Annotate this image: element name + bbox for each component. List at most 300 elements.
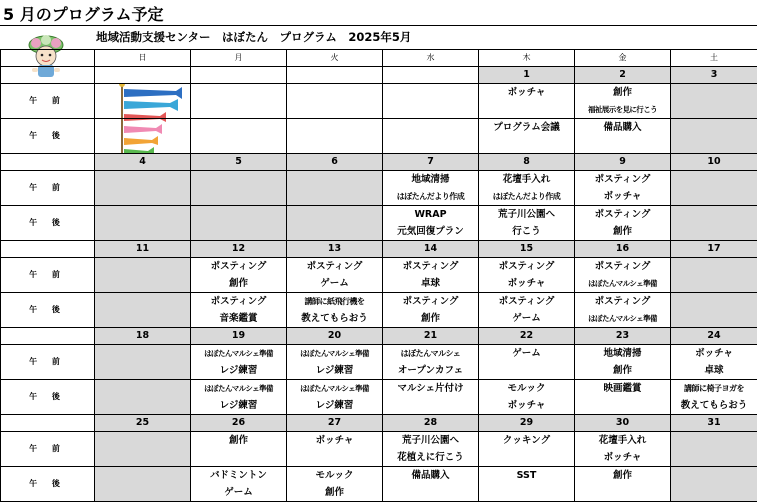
date-row <box>1 415 757 432</box>
program-entry <box>671 293 757 310</box>
program-cell <box>575 345 671 380</box>
date-number: 11 <box>136 243 149 254</box>
am-label: 午 前 <box>29 96 66 105</box>
date-number: 31 <box>707 417 720 428</box>
date-number: 5 <box>235 156 242 167</box>
program-cell <box>95 345 191 380</box>
program-cell <box>287 432 383 467</box>
program-entry <box>671 171 757 188</box>
program-entry: ポスティング <box>575 171 670 188</box>
program-entry: ポスティング <box>575 258 670 275</box>
weekday-header-cell: 月 <box>191 50 287 67</box>
program-cell <box>671 432 757 467</box>
program-cell <box>479 171 575 206</box>
date-cell <box>287 241 383 258</box>
program-entry <box>287 223 382 240</box>
program-entry <box>383 484 478 501</box>
program-entry: 花壇手入れ <box>575 432 670 449</box>
program-cell <box>191 206 287 241</box>
program-entry <box>287 101 382 118</box>
program-entry <box>671 310 757 327</box>
program-entry <box>479 449 574 466</box>
program-entry <box>95 223 190 240</box>
program-entry <box>383 136 478 153</box>
date-cell <box>287 154 383 171</box>
date-number: 2 <box>619 69 626 80</box>
pm-label: 午 後 <box>29 392 66 401</box>
program-entry: ボッチャ <box>575 449 670 466</box>
program-entry <box>671 275 757 292</box>
program-cell <box>383 432 479 467</box>
program-entry: モルック <box>479 380 574 397</box>
program-entry: 創作 <box>575 84 670 101</box>
program-cell <box>287 258 383 293</box>
date-number: 21 <box>424 330 437 341</box>
program-entry <box>575 136 670 153</box>
program-cell <box>575 171 671 206</box>
program-entry: ポスティング <box>191 258 286 275</box>
am-label-cell <box>1 84 95 119</box>
program-entry: 行こう <box>479 223 574 240</box>
program-entry: レジ練習 <box>287 397 382 414</box>
program-entry: WRAP <box>383 206 478 223</box>
date-number: 26 <box>232 417 245 428</box>
program-cell <box>191 345 287 380</box>
program-entry: はぼたんマルシェ準備 <box>575 275 670 292</box>
date-cell <box>95 67 191 84</box>
pm-label: 午 後 <box>29 218 66 227</box>
program-entry: はぼたんマルシェ準備 <box>191 345 286 362</box>
program-entry <box>383 397 478 414</box>
date-cell <box>575 328 671 345</box>
date-cell <box>479 415 575 432</box>
schedule-sheet <box>0 25 757 497</box>
program-entry <box>671 223 757 240</box>
date-cell <box>479 328 575 345</box>
program-entry: ポスティング <box>191 293 286 310</box>
am-label: 午 前 <box>29 357 66 366</box>
program-entry <box>95 345 190 362</box>
program-cell <box>479 293 575 328</box>
program-entry <box>287 188 382 205</box>
program-entry: 花植えに行こう <box>383 449 478 466</box>
date-number: 8 <box>523 156 530 167</box>
program-entry <box>671 449 757 466</box>
date-cell <box>383 415 479 432</box>
date-cell <box>575 241 671 258</box>
date-cell <box>383 154 479 171</box>
date-cell <box>671 67 757 84</box>
program-cell <box>671 171 757 206</box>
program-entry <box>191 223 286 240</box>
date-cell <box>671 241 757 258</box>
program-entry <box>95 467 190 484</box>
date-number: 4 <box>139 156 146 167</box>
program-entry: 創作 <box>575 467 670 484</box>
program-cell <box>95 432 191 467</box>
date-number: 9 <box>619 156 626 167</box>
program-entry: ボッチャ <box>479 275 574 292</box>
date-cell <box>383 241 479 258</box>
date-number: 29 <box>520 417 533 428</box>
program-cell <box>479 380 575 415</box>
program-entry <box>671 188 757 205</box>
program-entry <box>479 101 574 118</box>
program-entry: ボッチャ <box>575 188 670 205</box>
pm-label-cell <box>1 206 95 241</box>
program-entry <box>479 362 574 379</box>
date-row <box>1 67 757 84</box>
date-cell <box>95 241 191 258</box>
date-number: 28 <box>424 417 437 428</box>
date-row <box>1 241 757 258</box>
weekday-header-cell: 金 <box>575 50 671 67</box>
program-entry <box>479 484 574 501</box>
program-entry: ポスティング <box>287 258 382 275</box>
calendar-table <box>0 49 757 502</box>
date-cell <box>287 328 383 345</box>
program-entry: SST <box>479 467 574 484</box>
am-label-cell <box>1 171 95 206</box>
program-entry: 元気回復プラン <box>383 223 478 240</box>
program-cell <box>575 380 671 415</box>
program-entry <box>95 310 190 327</box>
program-cell <box>383 84 479 119</box>
pm-label: 午 後 <box>29 131 66 140</box>
program-cell <box>479 206 575 241</box>
program-entry: ポスティング <box>575 206 670 223</box>
program-entry <box>95 449 190 466</box>
program-entry <box>383 119 478 136</box>
program-entry: はぼたんマルシェ準備 <box>287 345 382 362</box>
program-entry <box>95 119 190 136</box>
program-entry: 福祉展示を見に行こう <box>575 101 670 118</box>
date-row <box>1 328 757 345</box>
program-cell <box>671 206 757 241</box>
date-number: 25 <box>136 417 149 428</box>
program-entry <box>95 293 190 310</box>
program-entry: 創作 <box>575 223 670 240</box>
date-row-label-cell <box>1 154 95 171</box>
pm-label-cell <box>1 293 95 328</box>
program-entry: はぼたんだより作成 <box>479 188 574 205</box>
program-cell <box>479 258 575 293</box>
program-entry: 創作 <box>287 484 382 501</box>
program-entry: 映画鑑賞 <box>575 380 670 397</box>
program-cell <box>95 119 191 154</box>
program-entry: 卓球 <box>383 275 478 292</box>
date-row-label-cell <box>1 328 95 345</box>
program-entry: ゲーム <box>479 345 574 362</box>
program-entry: 教えてもらおう <box>287 310 382 327</box>
program-entry <box>191 101 286 118</box>
date-row-label-cell <box>1 67 95 84</box>
date-number: 3 <box>711 69 718 80</box>
program-cell <box>671 119 757 154</box>
program-entry: 地域清掃 <box>575 345 670 362</box>
program-cell <box>287 119 383 154</box>
program-cell <box>95 171 191 206</box>
date-cell <box>479 154 575 171</box>
program-entry <box>95 362 190 379</box>
program-cell <box>191 258 287 293</box>
date-number: 30 <box>616 417 629 428</box>
program-entry <box>671 484 757 501</box>
program-cell <box>191 432 287 467</box>
program-cell <box>95 206 191 241</box>
am-label-cell <box>1 345 95 380</box>
program-entry: ゲーム <box>287 275 382 292</box>
am-label-cell <box>1 432 95 467</box>
program-cell <box>479 119 575 154</box>
program-entry: マルシェ片付け <box>383 380 478 397</box>
program-entry <box>383 101 478 118</box>
date-cell <box>191 328 287 345</box>
program-cell <box>575 293 671 328</box>
date-cell <box>95 328 191 345</box>
program-entry: ポスティング <box>479 293 574 310</box>
program-cell <box>671 293 757 328</box>
date-number: 22 <box>520 330 533 341</box>
date-cell <box>479 241 575 258</box>
pm-label: 午 後 <box>29 479 66 488</box>
program-cell <box>95 84 191 119</box>
program-cell <box>191 293 287 328</box>
program-entry: 講師に椅子ヨガを <box>671 380 757 397</box>
program-entry <box>95 258 190 275</box>
program-entry <box>287 449 382 466</box>
program-entry <box>671 136 757 153</box>
program-cell <box>383 119 479 154</box>
program-cell <box>671 380 757 415</box>
program-entry: はぼたんだより作成 <box>383 188 478 205</box>
program-entry: はぼたんマルシェ準備 <box>191 380 286 397</box>
program-entry <box>95 275 190 292</box>
date-row-label-cell <box>1 241 95 258</box>
date-cell <box>95 415 191 432</box>
program-cell <box>191 171 287 206</box>
program-entry: ポスティング <box>383 293 478 310</box>
date-number: 20 <box>328 330 341 341</box>
program-entry <box>191 449 286 466</box>
program-entry <box>479 136 574 153</box>
date-number: 18 <box>136 330 149 341</box>
date-number: 14 <box>424 243 437 254</box>
program-entry: 花壇手入れ <box>479 171 574 188</box>
corner-cell <box>1 50 95 67</box>
program-entry: ボッチャ <box>671 345 757 362</box>
date-cell <box>191 67 287 84</box>
program-entry <box>383 84 478 101</box>
program-entry: ゲーム <box>191 484 286 501</box>
program-entry: プログラム会議 <box>479 119 574 136</box>
date-row <box>1 154 757 171</box>
date-cell <box>95 154 191 171</box>
program-cell <box>191 84 287 119</box>
program-cell <box>287 345 383 380</box>
program-entry: ボッチャ <box>479 84 574 101</box>
program-entry <box>575 397 670 414</box>
program-cell <box>191 467 287 502</box>
am-label: 午 前 <box>29 270 66 279</box>
date-cell <box>479 67 575 84</box>
weekday-header-cell: 土 <box>671 50 757 67</box>
program-entry <box>95 171 190 188</box>
program-entry: ポスティング <box>383 258 478 275</box>
date-number: 10 <box>707 156 720 167</box>
date-number: 6 <box>331 156 338 167</box>
date-cell <box>671 328 757 345</box>
program-entry <box>95 206 190 223</box>
program-cell <box>95 467 191 502</box>
program-cell <box>479 345 575 380</box>
date-cell <box>383 328 479 345</box>
program-cell <box>671 84 757 119</box>
date-number: 13 <box>328 243 341 254</box>
program-cell <box>383 293 479 328</box>
date-cell <box>287 415 383 432</box>
date-number: 27 <box>328 417 341 428</box>
program-entry: 備品購入 <box>575 119 670 136</box>
program-entry: バドミントン <box>191 467 286 484</box>
date-number: 7 <box>427 156 434 167</box>
program-entry: 荒子川公園へ <box>383 432 478 449</box>
date-cell <box>575 67 671 84</box>
am-label: 午 前 <box>29 183 66 192</box>
program-cell <box>287 206 383 241</box>
date-number: 12 <box>232 243 245 254</box>
program-entry: はぼたんマルシェ準備 <box>287 380 382 397</box>
program-entry: 講師に紙飛行機を <box>287 293 382 310</box>
program-cell <box>95 258 191 293</box>
program-entry <box>287 136 382 153</box>
program-entry <box>95 84 190 101</box>
program-cell <box>575 258 671 293</box>
program-entry: レジ練習 <box>191 362 286 379</box>
program-cell <box>191 380 287 415</box>
date-number: 16 <box>616 243 629 254</box>
program-entry <box>287 171 382 188</box>
program-entry: はぼたんマルシェ <box>383 345 478 362</box>
program-cell <box>191 119 287 154</box>
program-entry: ボッチャ <box>287 432 382 449</box>
program-entry <box>95 380 190 397</box>
weekday-header-cell: 火 <box>287 50 383 67</box>
program-entry <box>95 101 190 118</box>
program-entry: クッキング <box>479 432 574 449</box>
pm-label-cell <box>1 467 95 502</box>
page-title: 5 月のプログラム予定 <box>3 2 164 25</box>
program-cell <box>383 345 479 380</box>
program-entry <box>95 136 190 153</box>
program-entry <box>671 84 757 101</box>
program-cell <box>671 345 757 380</box>
program-entry: モルック <box>287 467 382 484</box>
date-cell <box>575 154 671 171</box>
program-entry: ボッチャ <box>479 397 574 414</box>
program-entry <box>671 119 757 136</box>
program-cell <box>383 171 479 206</box>
program-cell <box>383 467 479 502</box>
date-number: 24 <box>707 330 720 341</box>
date-cell <box>287 67 383 84</box>
weekday-header-cell: 日 <box>95 50 191 67</box>
program-entry: ポスティング <box>479 258 574 275</box>
program-entry: ゲーム <box>479 310 574 327</box>
program-cell <box>287 84 383 119</box>
program-entry <box>671 101 757 118</box>
program-cell <box>383 258 479 293</box>
program-entry <box>95 188 190 205</box>
date-cell <box>671 154 757 171</box>
program-cell <box>383 380 479 415</box>
program-cell <box>287 171 383 206</box>
program-cell <box>575 119 671 154</box>
program-entry <box>671 432 757 449</box>
program-entry <box>671 467 757 484</box>
program-entry: 音楽鑑賞 <box>191 310 286 327</box>
program-cell <box>479 467 575 502</box>
date-number: 17 <box>707 243 720 254</box>
program-entry: はぼたんマルシェ準備 <box>575 310 670 327</box>
date-number: 15 <box>520 243 533 254</box>
am-label-cell <box>1 258 95 293</box>
program-entry: レジ練習 <box>287 362 382 379</box>
program-cell <box>95 380 191 415</box>
program-entry <box>191 171 286 188</box>
schedule-subtitle: 地域活動支援センター はぼたん プログラム 2025年5月 <box>96 29 411 45</box>
date-cell <box>671 415 757 432</box>
program-entry <box>671 258 757 275</box>
program-entry: ポスティング <box>575 293 670 310</box>
date-number: 19 <box>232 330 245 341</box>
program-cell <box>479 432 575 467</box>
weekday-header-cell: 木 <box>479 50 575 67</box>
program-entry <box>95 397 190 414</box>
pm-label: 午 後 <box>29 305 66 314</box>
program-cell <box>95 293 191 328</box>
program-entry <box>191 188 286 205</box>
program-entry: 卓球 <box>671 362 757 379</box>
program-entry <box>575 484 670 501</box>
program-entry <box>287 84 382 101</box>
program-entry: 教えてもらおう <box>671 397 757 414</box>
weekday-header-cell: 水 <box>383 50 479 67</box>
program-entry <box>191 206 286 223</box>
pm-label-cell <box>1 119 95 154</box>
date-cell <box>191 154 287 171</box>
program-entry <box>287 206 382 223</box>
program-entry <box>191 84 286 101</box>
program-cell <box>575 206 671 241</box>
program-cell <box>479 84 575 119</box>
program-entry <box>287 119 382 136</box>
date-cell <box>191 241 287 258</box>
program-entry <box>191 136 286 153</box>
program-cell <box>671 467 757 502</box>
program-entry: 創作 <box>191 432 286 449</box>
program-entry <box>95 484 190 501</box>
program-entry <box>95 432 190 449</box>
pm-label-cell <box>1 380 95 415</box>
program-entry: 備品購入 <box>383 467 478 484</box>
program-cell <box>671 258 757 293</box>
program-cell <box>287 293 383 328</box>
date-cell <box>191 415 287 432</box>
date-cell <box>575 415 671 432</box>
program-cell <box>575 84 671 119</box>
program-entry <box>671 206 757 223</box>
